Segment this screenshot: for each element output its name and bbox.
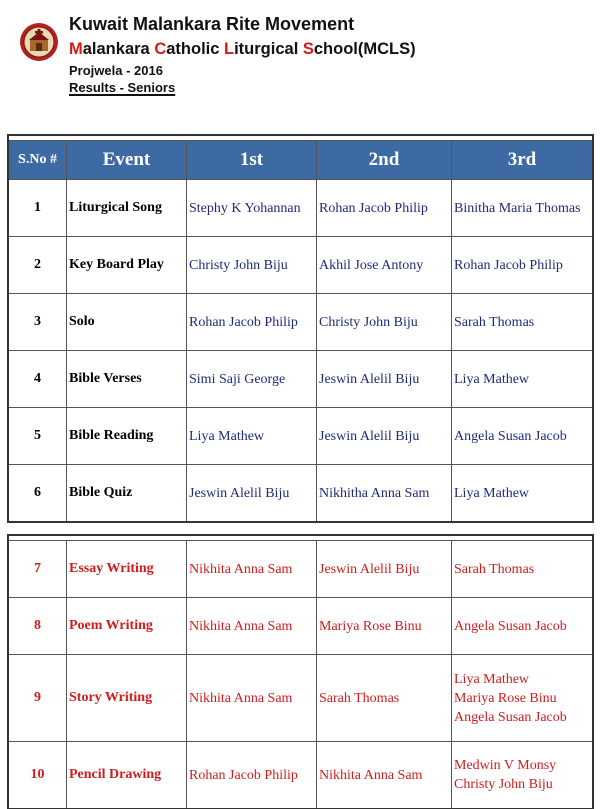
winner-name: Jeswin Alelil Biju (319, 561, 420, 577)
first-place-winner (187, 294, 317, 351)
org-title: Kuwait Malankara Rite Movement (69, 14, 355, 34)
second-place-winner (317, 541, 452, 598)
winner-name: Christy John Biju (319, 314, 418, 330)
event-name: Pencil Drawing (67, 742, 187, 809)
table-row (9, 655, 593, 742)
winner-name: Nikhita Anna Sam (189, 690, 293, 706)
subtitle-fragment: atholic (166, 40, 224, 58)
winner-name: Sarah Thomas (454, 561, 535, 577)
results-table-writing (8, 535, 593, 809)
col-header-second: 2nd (317, 141, 452, 180)
table-row (9, 351, 593, 408)
first-place-winner (187, 180, 317, 237)
table-row (9, 541, 593, 598)
event-name: Essay Writing (67, 541, 187, 598)
winner-name: Akhil Jose Antony (319, 257, 424, 273)
second-place-winner (317, 465, 452, 522)
event-name: Bible Verses (67, 351, 187, 408)
subtitle-fragment: iturgical (234, 40, 303, 58)
first-place-winner (187, 655, 317, 742)
second-place-winner (317, 237, 452, 294)
winner-name: Rohan Jacob Philip (189, 767, 298, 783)
event-name: Bible Reading (67, 408, 187, 465)
event-name: Bible Quiz (67, 465, 187, 522)
table-row (9, 742, 593, 809)
table-header-row (9, 141, 593, 180)
event-name: Liturgical Song (67, 180, 187, 237)
col-header-third: 3rd (452, 141, 593, 180)
row-number: 9 (9, 655, 67, 742)
winner-name: Liya Mathew (454, 671, 530, 687)
second-place-winner (317, 294, 452, 351)
row-number: 4 (9, 351, 67, 408)
winner-name: Simi Saji George (189, 371, 286, 387)
row-number: 3 (9, 294, 67, 351)
winner-name: Nikhitha Anna Sam (319, 485, 430, 501)
col-header-event: Event (67, 141, 187, 180)
first-place-winner (187, 742, 317, 809)
winner-name: Liya Mathew (189, 428, 265, 444)
winner-name: Binitha Maria Thomas (454, 200, 581, 216)
section-title: Results - Seniors (69, 80, 176, 95)
subtitle-fragment: C (154, 40, 167, 58)
col-header-sno: S.No # (9, 141, 67, 180)
third-place-winner (452, 742, 593, 809)
second-place-winner (317, 598, 452, 655)
winner-name: Mariya Rose Binu (454, 690, 557, 706)
winner-name: Medwin V Monsy (454, 758, 557, 773)
third-place-winner (452, 655, 593, 742)
row-number: 8 (9, 598, 67, 655)
first-place-winner (187, 408, 317, 465)
subtitle-fragment: alankara (82, 40, 155, 58)
table-row (9, 465, 593, 522)
first-place-winner (187, 465, 317, 522)
third-place-winner (452, 351, 593, 408)
winner-name: Angela Susan Jacob (454, 709, 567, 725)
winner-name: Liya Mathew (454, 371, 530, 387)
second-place-winner (317, 655, 452, 742)
row-number: 1 (9, 180, 67, 237)
winner-name: Nikhita Anna Sam (189, 618, 293, 634)
second-place-winner (317, 351, 452, 408)
winner-name: Rohan Jacob Philip (454, 257, 563, 273)
winner-name: Stephy K Yohannan (189, 200, 301, 216)
school-title (69, 40, 416, 59)
winner-name: Jeswin Alelil Biju (319, 428, 420, 444)
kmrm-logo-icon (19, 22, 59, 62)
first-place-winner (187, 351, 317, 408)
row-number: 6 (9, 465, 67, 522)
results-table-main (8, 135, 593, 522)
subtitle-fragment: chool(MCLS) (313, 40, 416, 58)
second-place-winner (317, 180, 452, 237)
third-place-winner (452, 408, 593, 465)
subtitle-fragment: S (302, 40, 314, 58)
winner-name: Sarah Thomas (454, 314, 535, 330)
row-number: 7 (9, 541, 67, 598)
winner-name: Angela Susan Jacob (454, 618, 567, 634)
winner-name: Angela Susan Jacob (454, 428, 567, 444)
event-name: Poem Writing (67, 598, 187, 655)
subtitle-fragment: L (224, 40, 235, 58)
winner-name: Rohan Jacob Philip (189, 314, 298, 330)
winner-name: Christy John Biju (189, 257, 288, 273)
first-place-winner (187, 598, 317, 655)
winner-name: Jeswin Alelil Biju (189, 485, 290, 501)
winner-name: Rohan Jacob Philip (319, 200, 428, 216)
event-name: Solo (67, 294, 187, 351)
table-row (9, 408, 593, 465)
winner-name: Mariya Rose Binu (319, 618, 422, 634)
winner-name: Nikhita Anna Sam (319, 767, 423, 783)
first-place-winner (187, 237, 317, 294)
third-place-winner (452, 237, 593, 294)
third-place-winner (452, 541, 593, 598)
third-place-winner (452, 180, 593, 237)
second-place-winner (317, 408, 452, 465)
row-number: 5 (9, 408, 67, 465)
second-place-winner (317, 742, 452, 809)
event-name: Story Writing (67, 655, 187, 742)
winner-name: Sarah Thomas (319, 690, 400, 706)
table-row (9, 294, 593, 351)
document-header (0, 0, 605, 120)
row-number: 2 (9, 237, 67, 294)
table-row (9, 237, 593, 294)
row-number: 10 (9, 742, 67, 809)
winner-name: Liya Mathew (454, 485, 530, 501)
subtitle-fragment: M (69, 40, 83, 58)
winner-name: Christy John Biju (454, 777, 553, 792)
third-place-winner (452, 465, 593, 522)
winner-name: Nikhita Anna Sam (189, 561, 293, 577)
third-place-winner (452, 294, 593, 351)
table-row (9, 180, 593, 237)
winner-name: Jeswin Alelil Biju (319, 371, 420, 387)
program-name: Projwela - 2016 (69, 63, 163, 78)
third-place-winner (452, 598, 593, 655)
table-row (9, 598, 593, 655)
first-place-winner (187, 541, 317, 598)
event-name: Key Board Play (67, 237, 187, 294)
col-header-first: 1st (187, 141, 317, 180)
